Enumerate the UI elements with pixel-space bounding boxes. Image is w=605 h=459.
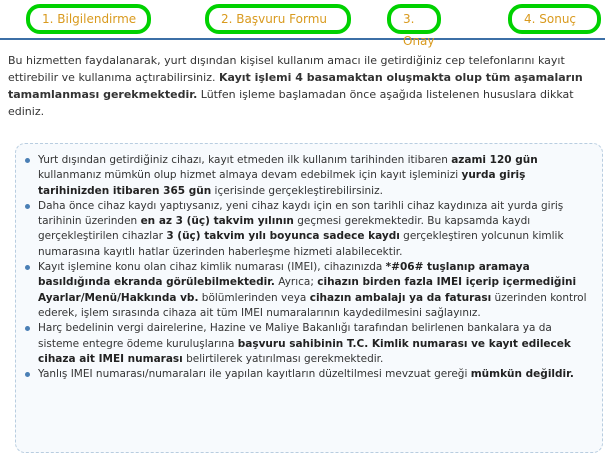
item-bold: *#06# tuşlanıp aramaya basıldığında ekranda görülebilmektedir. xyxy=(38,261,530,289)
intro-paragraph xyxy=(8,52,598,120)
item-text: üzerinden kontrol ederek, işlem sırasında cihaza ait tüm IMEI numaralarının kaydedilmesini sağlayınız. xyxy=(38,291,587,319)
item-bold: azami 120 gün xyxy=(451,154,538,166)
info-list xyxy=(16,144,602,382)
intro-bold: Kayıt işlemi 4 basamaktan oluşmakta olup tüm aşamaların tamamlanması gerekmektedir. xyxy=(8,71,583,101)
bullet-icon xyxy=(25,158,30,163)
item-bold: cihazın ambalajı ya da faturası xyxy=(309,291,492,304)
list-item xyxy=(38,321,596,367)
item-bold: mümkün değildir. xyxy=(470,368,574,381)
item-bold: 3 (üç) takvim yılı boyunca sadece kaydı xyxy=(166,230,400,243)
item-text: Harç bedelinin vergi dairelerine, Hazine ve Maliye Bakanlığı tarafından belirlenen bankalara ya da sisteme entegre ödeme kuruluşlarına xyxy=(38,322,552,350)
item-text: Daha önce cihaz kaydı yaptıysanız, yeni cihaz kaydı için en son tarihli cihaz kaydınıza ait yurda giriş tarihinin üzerinden xyxy=(38,199,564,228)
item-text: geçmesi gerekmektedir. Bu kapsamda kaydı gerçekleştirilen cihazlar xyxy=(38,215,531,243)
item-text: belirtilerek yatırılması gerekmektedir. xyxy=(182,352,384,365)
step-1-bilgilendirme[interactable]: 1. Bilgilendirme xyxy=(26,4,151,34)
item-text: kullanmanız mümkün olup hizmet almaya devam edebilmek için kayıt işleminizi xyxy=(38,169,462,182)
step-progress-bar xyxy=(0,0,605,48)
bullet-icon xyxy=(25,265,30,270)
item-text: Kayıt işlemine konu olan cihaz kimlik numarası (IMEI), cihazınızda xyxy=(38,261,386,274)
item-bold: en az 3 (üç) takvim yılının xyxy=(140,215,294,228)
list-item xyxy=(38,199,596,260)
step-3-onay[interactable]: 3. Onay xyxy=(387,4,441,34)
item-bold: yurda giriş tarihinizden itibaren 365 gün xyxy=(38,169,526,197)
item-text: içerisinde gerçekleştirebilirsiniz. xyxy=(211,184,383,197)
bullet-icon xyxy=(25,204,30,209)
item-text: Ayrıca; xyxy=(274,276,318,289)
item-text: Yurt dışından getirdiğiniz cihazı, kayıt etmeden ilk kullanım tarihinden itibaren xyxy=(38,154,452,166)
item-bold: başvuru sahibinin T.C. Kimlik numarası ve kayıt edilecek cihaza ait IMEI numarası xyxy=(38,337,571,365)
step-2-basvuru-formu[interactable]: 2. Başvuru Formu xyxy=(205,4,351,34)
bullet-icon xyxy=(25,326,30,331)
list-item xyxy=(38,153,596,199)
intro-text-2: Lütfen işleme başlamadan önce aşağıda listelenen hususlara dikkat ediniz. xyxy=(8,88,574,118)
item-text: Yanlış IMEI numarası/numaraları ile yapılan kayıtların düzeltilmesi mevzuat gereği xyxy=(38,368,471,381)
bullet-icon xyxy=(25,372,30,377)
item-text: gerçekleştiren yolcunun kimlik numarasına kayıtlı hatlar üzerinden haberleşme hizmeti alabilecektir. xyxy=(38,230,564,258)
info-box xyxy=(15,143,603,453)
intro-text-1: Bu hizmetten faydalanarak, yurt dışından kişisel kullanım amacı ile getirdiğiniz cep telefonlarını kayıt ettirebilir ve kullanıma açtırabilirsiniz. xyxy=(8,54,565,84)
list-item xyxy=(38,260,596,321)
item-bold: cihazın birden fazla IMEI içerip içermediğini Ayarlar/Menü/Hakkında vb. xyxy=(38,276,577,304)
list-item xyxy=(38,367,596,382)
step-4-sonuc[interactable]: 4. Sonuç xyxy=(508,4,601,34)
item-text: bölümlerinden veya xyxy=(198,291,310,304)
